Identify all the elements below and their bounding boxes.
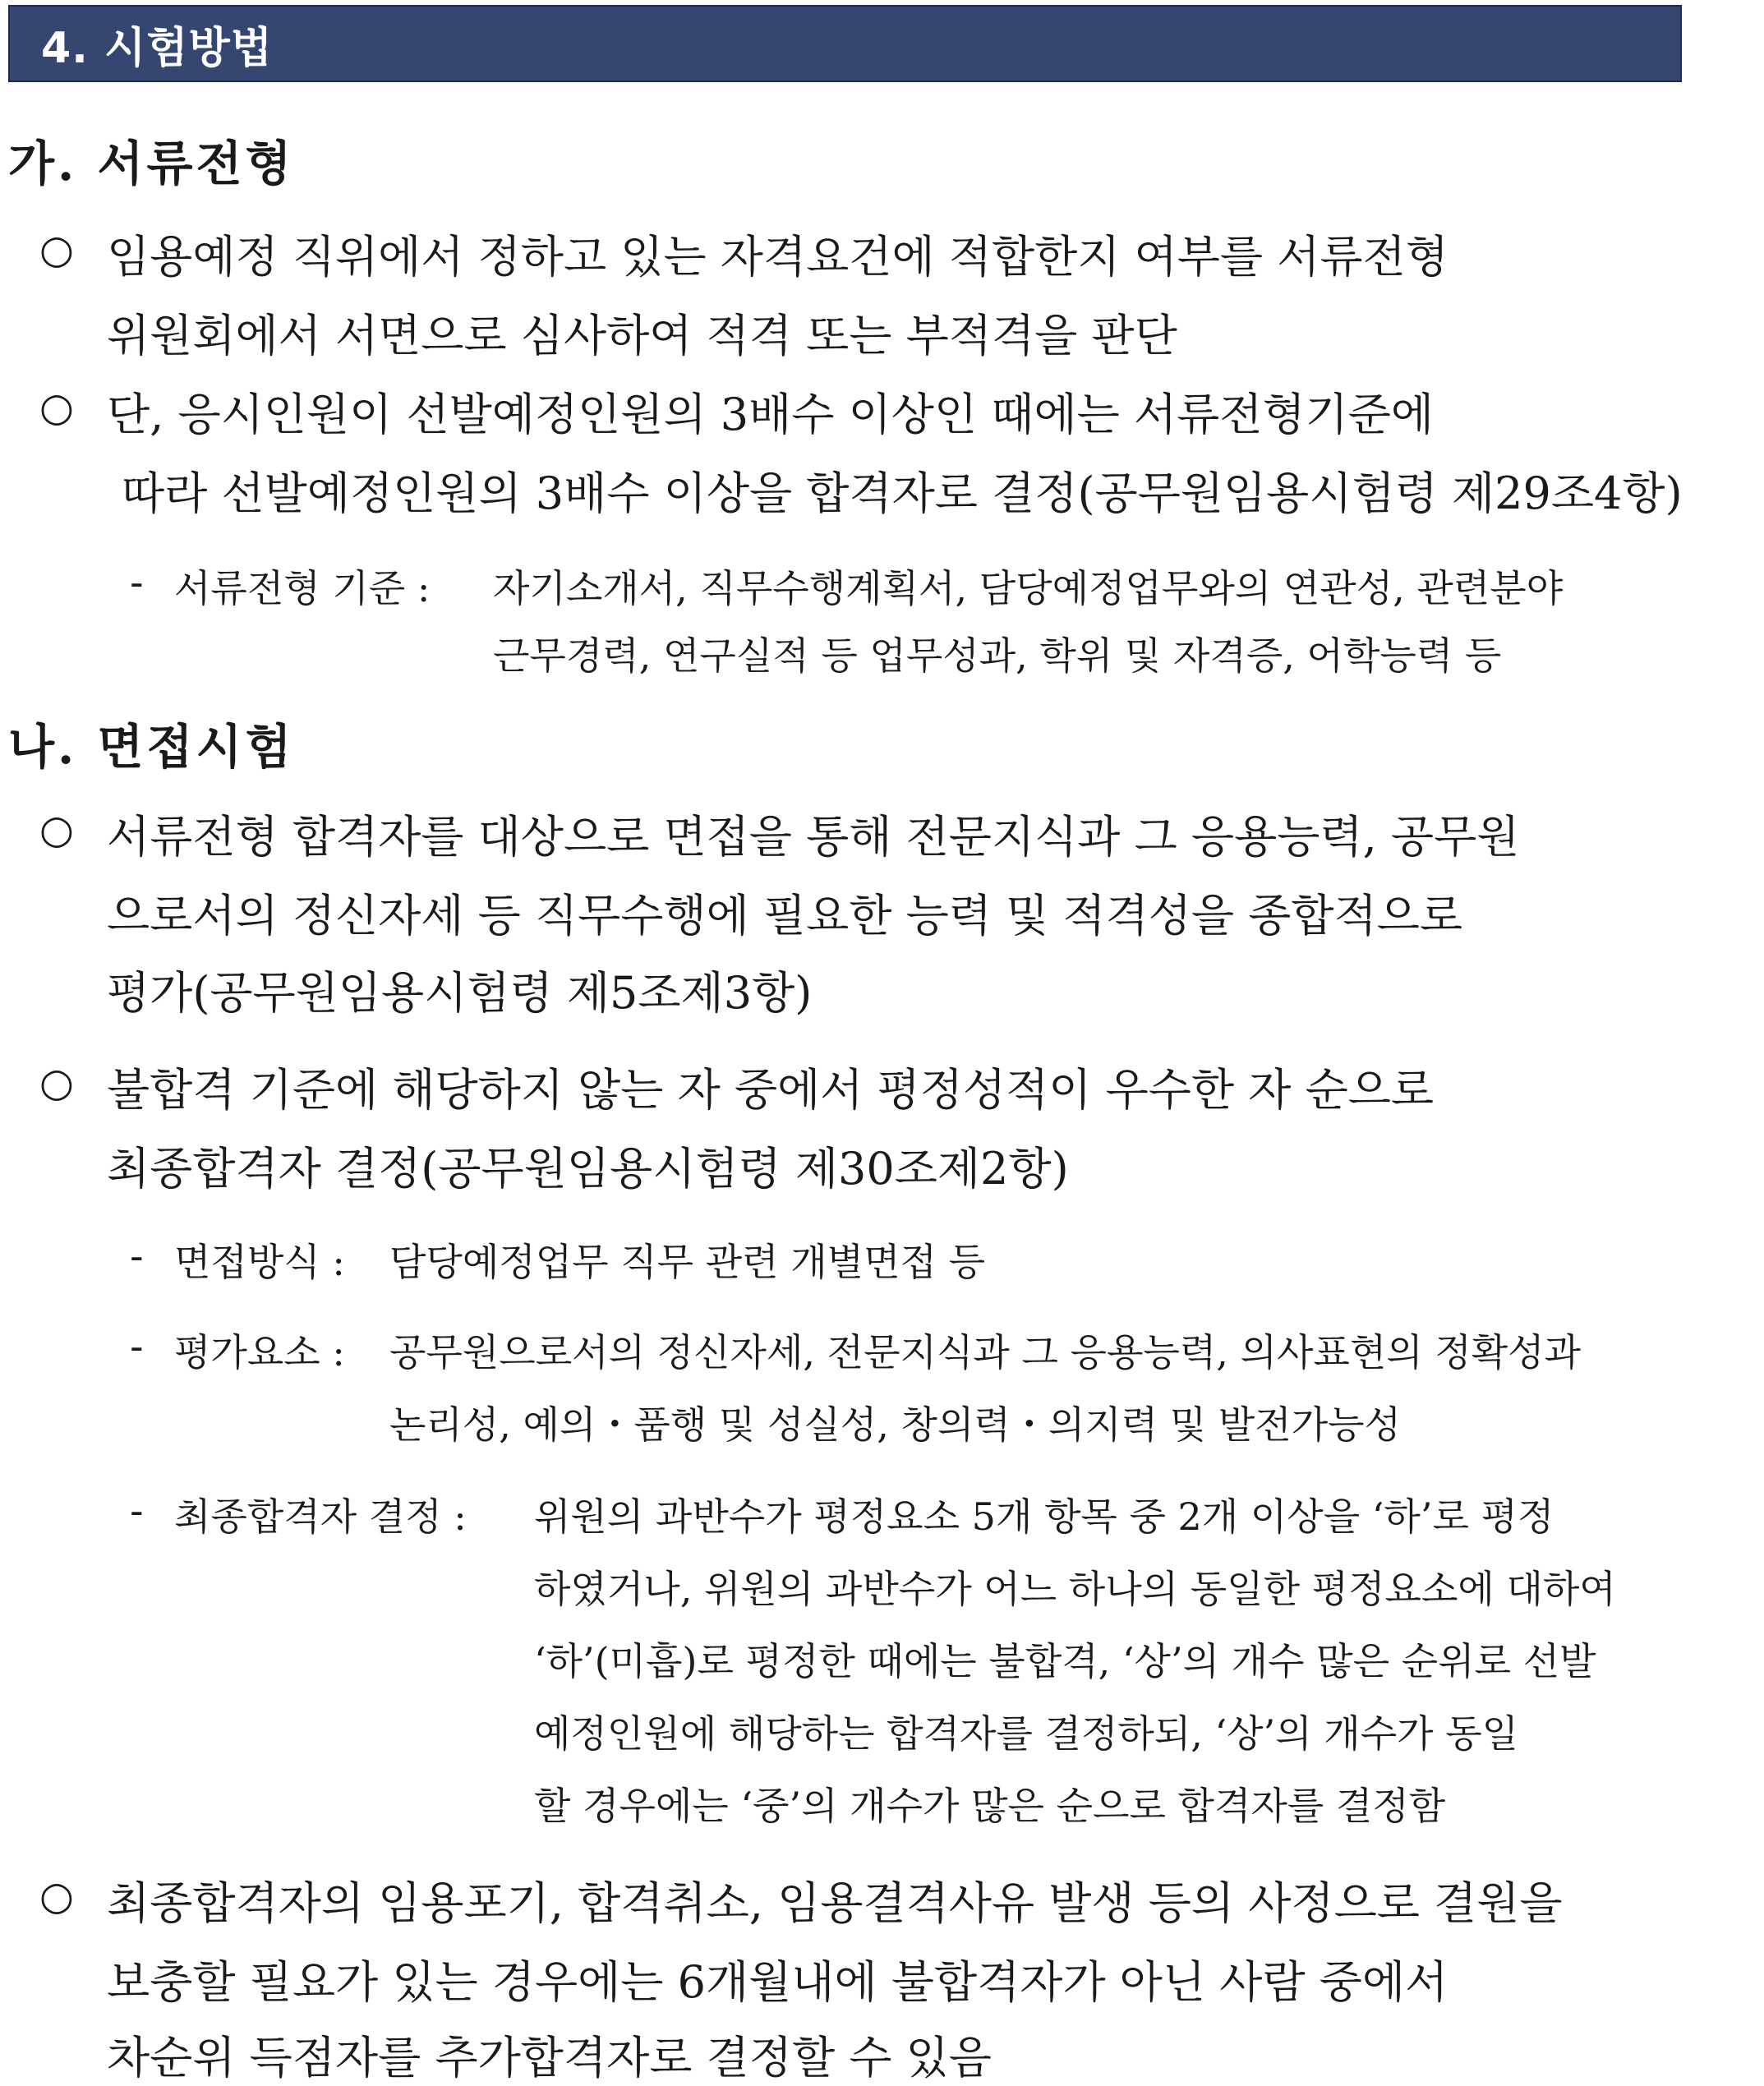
section-header-bar (8, 5, 1682, 82)
paragraph-line: 임용예정 직위에서 정하고 있는 자격요건에 적합한지 여부를 서류전형 (107, 231, 1449, 283)
paragraph-line: 으로서의 정신자세 등 직무수행에 필요한 능력 및 적격성을 종합적으로 (107, 890, 1463, 942)
bullet-marker: ○ (39, 385, 74, 431)
dash-item-label: 서류전형 기준 : (174, 566, 431, 610)
dash-item-label: 평가요소 : (174, 1330, 345, 1375)
paragraph-line: 보충할 필요가 있는 경우에는 6개월내에 불합격자가 아닌 사람 중에서 (107, 1956, 1449, 2008)
paragraph-line: 위원회에서 서면으로 심사하여 적격 또는 부적격을 판단 (107, 310, 1177, 361)
dash-item-text: 위원의 과반수가 평정요소 5개 항목 중 2개 이상을 ‘하’로 평정 (534, 1494, 1554, 1539)
bullet-marker: ○ (39, 1873, 74, 1919)
dash-marker: - (130, 1489, 144, 1533)
paragraph-line: 서류전형 합격자를 대상으로 면접을 통해 전문지식과 그 응용능력, 공무원 (107, 811, 1520, 863)
paragraph-line: 불합격 기준에 해당하지 않는 자 중에서 평정성적이 우수한 자 순으로 (107, 1064, 1435, 1116)
dash-item-text: 공무원으로서의 정신자세, 전문지식과 그 응용능력, 의사표현의 정확성과 (389, 1330, 1582, 1375)
bullet-marker: ○ (39, 227, 74, 273)
dash-marker: - (130, 560, 144, 605)
dash-item-text: 할 경우에는 ‘중’의 개수가 많은 순으로 합격자를 결정함 (534, 1784, 1446, 1828)
section-title: 4. 시험방법 (41, 23, 273, 73)
dash-marker: - (130, 1234, 144, 1278)
dash-item-label: 면접방식 : (174, 1240, 345, 1284)
subsection-heading-a: 가. 서류전형 (8, 136, 295, 191)
dash-item-text: 담당예정업무 직무 관련 개별면접 등 (389, 1240, 986, 1284)
paragraph-line: 단, 응시인원이 선발예정인원의 3배수 이상인 때에는 서류전형기준에 (107, 389, 1435, 440)
dash-item-text: 논리성, 예의・품행 및 성실성, 창의력・의지력 및 발전가능성 (389, 1402, 1402, 1447)
dash-item-text: ‘하’(미흡)로 평정한 때에는 불합격, ‘상’의 개수 많은 순위로 선발 (534, 1639, 1596, 1683)
bullet-marker: ○ (39, 807, 74, 853)
paragraph-line: 따라 선발예정인원의 3배수 이상을 합격자로 결정(공무원임용시험령 제29조4항) (122, 467, 1683, 519)
paragraph-line: 차순위 득점자를 추가합격자로 결정할 수 있음 (107, 2032, 992, 2084)
dash-item-text: 예정인원에 해당하는 합격자를 결정하되, ‘상’의 개수가 동일 (534, 1711, 1519, 1756)
dash-item-text: 하였거나, 위원의 과반수가 어느 하나의 동일한 평정요소에 대하여 (534, 1567, 1616, 1611)
dash-item-text: 자기소개서, 직무수행계획서, 담당예정업무와의 연관성, 관련분야 (493, 566, 1564, 610)
dash-item-label: 최종합격자 결정 : (174, 1494, 467, 1539)
bullet-marker: ○ (39, 1060, 74, 1106)
paragraph-line: 평가(공무원임용시험령 제5조제3항) (107, 967, 813, 1019)
paragraph-line: 최종합격자 결정(공무원임용시험령 제30조제2항) (107, 1143, 1069, 1195)
dash-marker: - (130, 1324, 144, 1369)
subsection-heading-b: 나. 면접시험 (8, 719, 295, 775)
paragraph-line: 최종합격자의 임용포기, 합격취소, 임용결격사유 발생 등의 사정으로 결원을 (107, 1877, 1563, 1929)
dash-item-text: 근무경력, 연구실적 등 업무성과, 학위 및 자격증, 어학능력 등 (493, 633, 1502, 678)
